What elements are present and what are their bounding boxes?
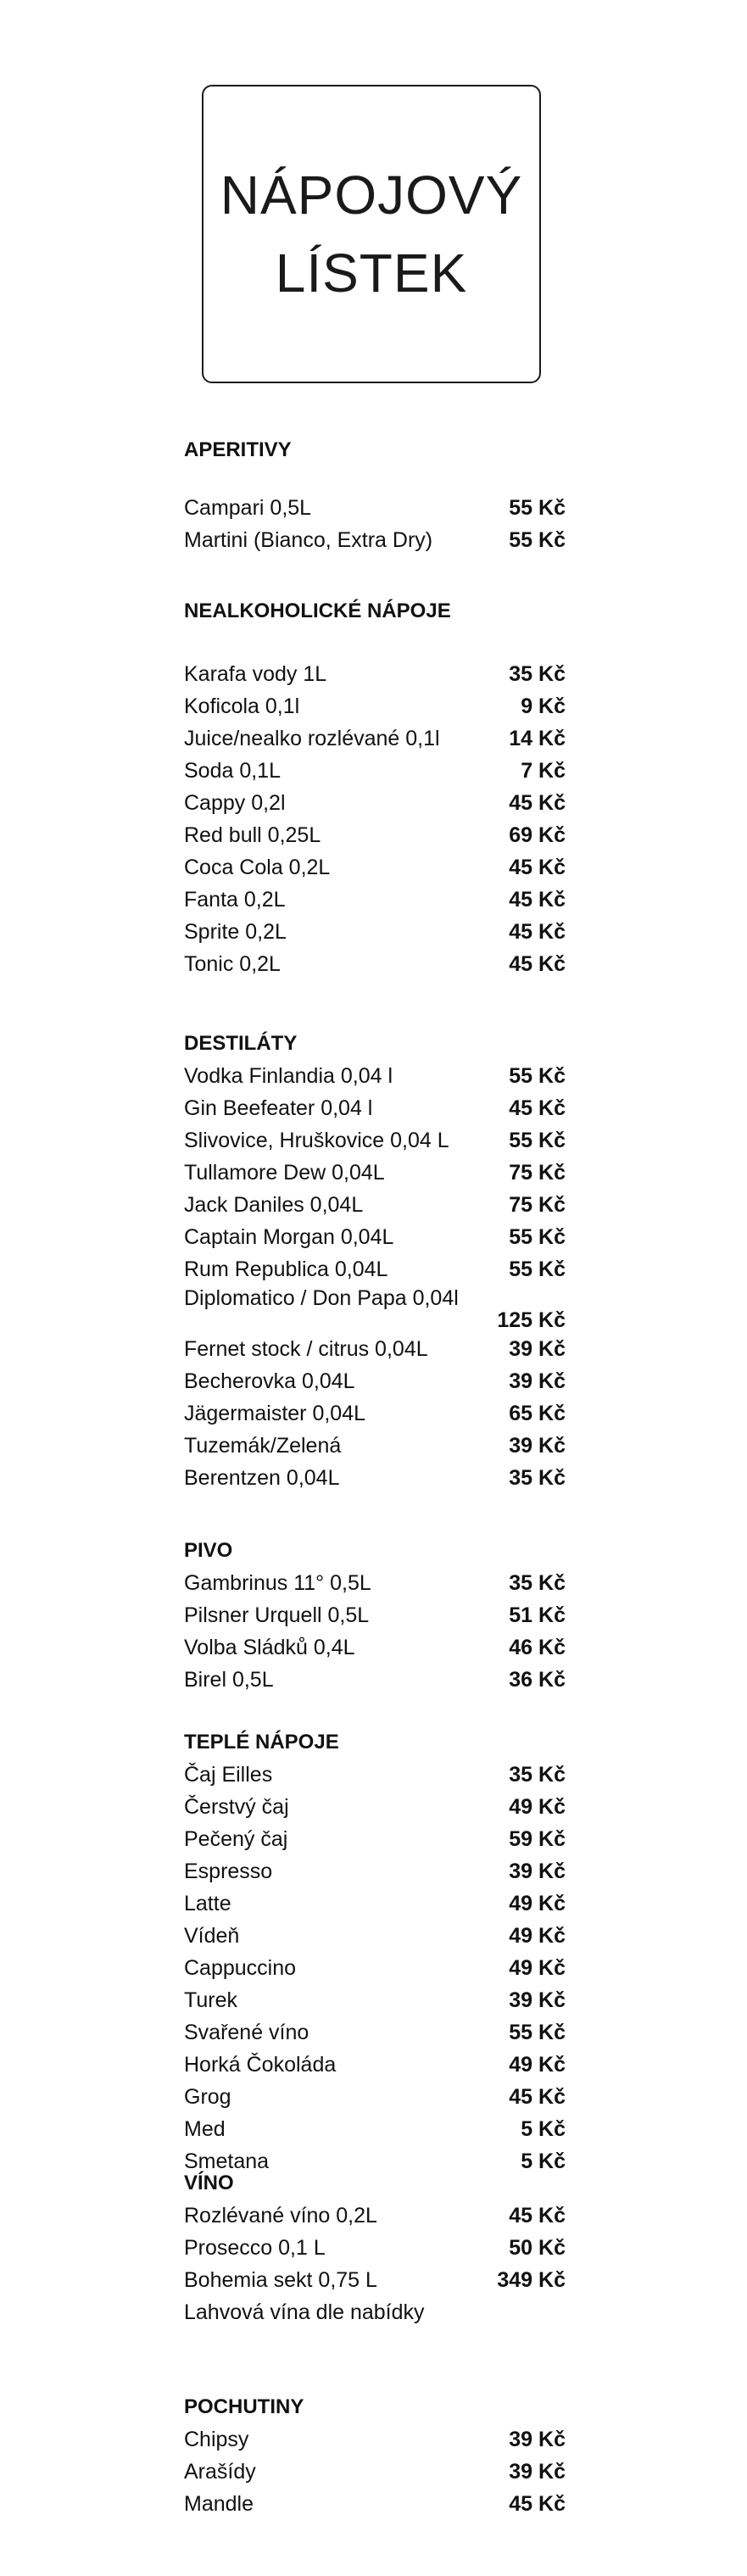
menu-item-name: Mandle	[184, 2492, 254, 2516]
menu-item-price: 49 Kč	[509, 1795, 566, 1819]
menu-item-name: Campari 0,5L	[184, 496, 312, 520]
menu-item-price: 45 Kč	[509, 952, 566, 976]
menu-item	[184, 1397, 566, 1430]
menu-item-price: 5 Kč	[521, 2117, 566, 2141]
section-title: TEPLÉ NÁPOJE	[184, 1731, 339, 1754]
menu-item-name: Becherovka 0,04L	[184, 1369, 355, 1393]
menu-item-price: 125 Kč	[497, 1308, 566, 1332]
menu-item	[184, 2423, 566, 2456]
menu-item-name: Horká Čokoláda	[184, 2053, 337, 2077]
menu-item	[184, 1791, 566, 1823]
section-spacer	[184, 627, 566, 658]
menu-item	[184, 1567, 566, 1599]
menu-item	[184, 1823, 566, 1855]
menu-item	[184, 1984, 566, 2016]
menu-item	[184, 1920, 566, 1952]
menu-section	[184, 595, 566, 980]
menu-item-name: Soda 0,1L	[184, 759, 281, 783]
menu-item-price: 35 Kč	[509, 1763, 566, 1787]
menu-item-name: Gambrinus 11° 0,5L	[184, 1571, 371, 1595]
menu-section	[184, 1535, 566, 1696]
menu-item-price: 45 Kč	[509, 1096, 566, 1120]
menu-item-price: 59 Kč	[509, 1827, 566, 1851]
section-title: POCHUTINY	[184, 2395, 304, 2418]
menu-item-price: 49 Kč	[509, 1892, 566, 1915]
menu-item-price: 39 Kč	[509, 1988, 566, 2012]
menu-title-line-2: LÍSTEK	[275, 243, 468, 304]
menu-item-name: Bohemia sekt 0,75 L	[184, 2268, 377, 2292]
menu-item	[184, 1092, 566, 1124]
menu-item-name: Prosecco 0,1 L	[184, 2236, 326, 2260]
menu-item-name: Fanta 0,2L	[184, 888, 286, 912]
menu-item	[184, 1599, 566, 1631]
menu-item	[184, 2456, 566, 2488]
menu-item-name: Fernet stock / citrus 0,04L	[184, 1337, 428, 1361]
menu-item	[184, 1462, 566, 1494]
menu-item-price: 39 Kč	[509, 1860, 566, 1883]
section-title: VÍNO	[184, 2172, 234, 2194]
menu-item-price: 49 Kč	[509, 1924, 566, 1948]
menu-item-price: 35 Kč	[509, 1571, 566, 1595]
menu-item	[184, 2113, 566, 2145]
menu-item	[184, 1221, 566, 1253]
menu-item-name: Turek	[184, 1988, 237, 2012]
menu-item-name: Latte	[184, 1892, 231, 1915]
menu-item-price: 69 Kč	[509, 823, 566, 847]
menu-item-name: Coca Cola 0,2L	[184, 856, 331, 879]
menu-item-name: Čerstvý čaj	[184, 1795, 289, 1819]
menu-item	[184, 819, 566, 851]
menu-item-price: 39 Kč	[509, 1369, 566, 1393]
menu-item-price: 349 Kč	[497, 2268, 566, 2292]
menu-item-name: Jägermaister 0,04L	[184, 1402, 366, 1425]
menu-item-price: 7 Kč	[521, 759, 566, 783]
menu-item-name: Cappy 0,2l	[184, 791, 286, 815]
menu-item	[184, 1157, 566, 1189]
menu-item-price: 35 Kč	[509, 662, 566, 686]
section-title: NEALKOHOLICKÉ NÁPOJE	[184, 599, 451, 622]
menu-item	[184, 2081, 566, 2113]
menu-item-price: 39 Kč	[509, 2428, 566, 2451]
menu-item-name: Berentzen 0,04L	[184, 1466, 340, 1490]
menu-item-price: 45 Kč	[509, 2204, 566, 2228]
menu-item-name: Volba Sládků 0,4L	[184, 1636, 355, 1659]
section-spacer	[184, 466, 566, 492]
menu-item	[184, 2264, 566, 2296]
menu-item-name: Vídeň	[184, 1924, 240, 1948]
section-title: PIVO	[184, 1539, 233, 1562]
menu-item-price: 45 Kč	[509, 791, 566, 815]
menu-item-price: 36 Kč	[509, 1668, 566, 1692]
menu-item-price: 75 Kč	[509, 1161, 566, 1185]
menu-item	[184, 787, 566, 819]
menu-item	[184, 2200, 566, 2232]
menu-item	[184, 1189, 566, 1221]
menu-item-name: Pečený čaj	[184, 1827, 288, 1851]
menu-item-price: 55 Kč	[509, 528, 566, 552]
menu-item-price: 45 Kč	[509, 920, 566, 944]
menu-item-name: Pilsner Urquell 0,5L	[184, 1603, 370, 1627]
menu-item-price: 65 Kč	[509, 1402, 566, 1425]
menu-item-price: 39 Kč	[509, 1434, 566, 1458]
menu-item-name: Smetana	[184, 2149, 270, 2173]
menu-item-name: Jack Daniles 0,04L	[184, 1193, 364, 1217]
section-title: DESTILÁTY	[184, 1032, 298, 1055]
menu-item	[184, 755, 566, 787]
menu-item-price: 35 Kč	[509, 1466, 566, 1490]
menu-item-name: Med	[184, 2117, 226, 2141]
menu-item-price: 55 Kč	[509, 496, 566, 520]
menu-item	[184, 1253, 566, 1285]
menu-item-name: Tonic 0,2L	[184, 952, 281, 976]
menu-item	[184, 2232, 566, 2264]
menu-item-name: Cappuccino	[184, 1956, 297, 1980]
menu-item	[184, 2488, 566, 2520]
menu-item-name: Martini (Bianco, Extra Dry)	[184, 528, 433, 552]
menu-item-price: 45 Kč	[509, 2492, 566, 2516]
menu-section	[184, 2167, 566, 2328]
menu-item	[184, 722, 566, 755]
menu-item	[184, 1285, 566, 1333]
menu-item-name: Captain Morgan 0,04L	[184, 1225, 394, 1249]
menu-item-name: Svařené víno	[184, 2021, 309, 2044]
menu-item	[184, 916, 566, 948]
menu-section	[184, 1726, 566, 2177]
menu-item	[184, 948, 566, 980]
menu-section	[184, 434, 566, 556]
menu-item-name: Koficola 0,1l	[184, 694, 300, 718]
menu-item	[184, 1887, 566, 1920]
menu-item-price: 55 Kč	[509, 1257, 566, 1281]
menu-section	[184, 1028, 566, 1494]
menu-item	[184, 1333, 566, 1365]
menu-item-price: 5 Kč	[521, 2149, 566, 2173]
menu-item-name: Lahvová vína dle nabídky	[184, 2300, 425, 2324]
menu-item-price: 75 Kč	[509, 1193, 566, 1217]
menu-item-price: 50 Kč	[509, 2236, 566, 2260]
menu-item	[184, 2296, 566, 2328]
menu-item	[184, 492, 566, 524]
menu-section	[184, 2391, 566, 2520]
menu-title-line-1: NÁPOJOVÝ	[220, 164, 523, 226]
menu-item-price: 55 Kč	[509, 1129, 566, 1152]
menu-item	[184, 2049, 566, 2081]
menu-item-price: 14 Kč	[509, 727, 566, 750]
menu-item-name: Juice/nealko rozlévané 0,1l	[184, 727, 440, 750]
menu-item	[184, 690, 566, 722]
menu-item	[184, 1365, 566, 1397]
menu-item-name: Slivovice, Hruškovice 0,04 L	[184, 1129, 449, 1152]
menu-item-name: Red bull 0,25L	[184, 823, 321, 847]
menu-item-price: 39 Kč	[509, 1337, 566, 1361]
menu-item-price: 39 Kč	[509, 2460, 566, 2484]
menu-item-name: Diplomatico / Don Papa 0,04l	[184, 1286, 459, 1310]
menu-item-price: 55 Kč	[509, 1064, 566, 1088]
menu-item	[184, 1430, 566, 1462]
menu-item-name: Karafa vody 1L	[184, 662, 327, 686]
menu-item	[184, 1631, 566, 1664]
menu-item-name: Birel 0,5L	[184, 1668, 274, 1692]
menu-item-price: 49 Kč	[509, 2053, 566, 2077]
menu-item-price: 55 Kč	[509, 2021, 566, 2044]
menu-item	[184, 658, 566, 690]
menu-item-name: Sprite 0,2L	[184, 920, 287, 944]
menu-item	[184, 1952, 566, 1984]
menu-item	[184, 851, 566, 884]
menu-item-price: 49 Kč	[509, 1956, 566, 1980]
menu-item-name: Čaj Eilles	[184, 1763, 273, 1787]
section-title: APERITIVY	[184, 438, 292, 461]
menu-item	[184, 2016, 566, 2049]
menu-item	[184, 524, 566, 556]
menu-item-name: Arašídy	[184, 2460, 256, 2484]
menu-item	[184, 1060, 566, 1092]
menu-title-box	[202, 85, 541, 383]
menu-item	[184, 1664, 566, 1696]
menu-item	[184, 1759, 566, 1791]
menu-item-name: Tuzemák/Zelená	[184, 1434, 342, 1458]
menu-item-price: 45 Kč	[509, 856, 566, 879]
menu-item-price: 9 Kč	[521, 694, 566, 718]
menu-item-price: 45 Kč	[509, 888, 566, 912]
menu-item-name: Vodka Finlandia 0,04 l	[184, 1064, 393, 1088]
menu-item-name: Rum Republica 0,04L	[184, 1257, 388, 1281]
menu-item	[184, 884, 566, 916]
menu-item-name: Tullamore Dew 0,04L	[184, 1161, 385, 1185]
menu-item	[184, 1124, 566, 1157]
menu-item-price: 46 Kč	[509, 1636, 566, 1659]
menu-item-price: 55 Kč	[509, 1225, 566, 1249]
menu-item	[184, 1855, 566, 1887]
menu-item-price: 51 Kč	[509, 1603, 566, 1627]
menu-item-name: Espresso	[184, 1860, 273, 1883]
menu-item-name: Chipsy	[184, 2428, 249, 2451]
menu-item-name: Gin Beefeater 0,04 l	[184, 1096, 373, 1120]
menu-item-name: Rozlévané víno 0,2L	[184, 2204, 377, 2228]
menu-item-price: 45 Kč	[509, 2085, 566, 2109]
menu-item-name: Grog	[184, 2085, 231, 2109]
